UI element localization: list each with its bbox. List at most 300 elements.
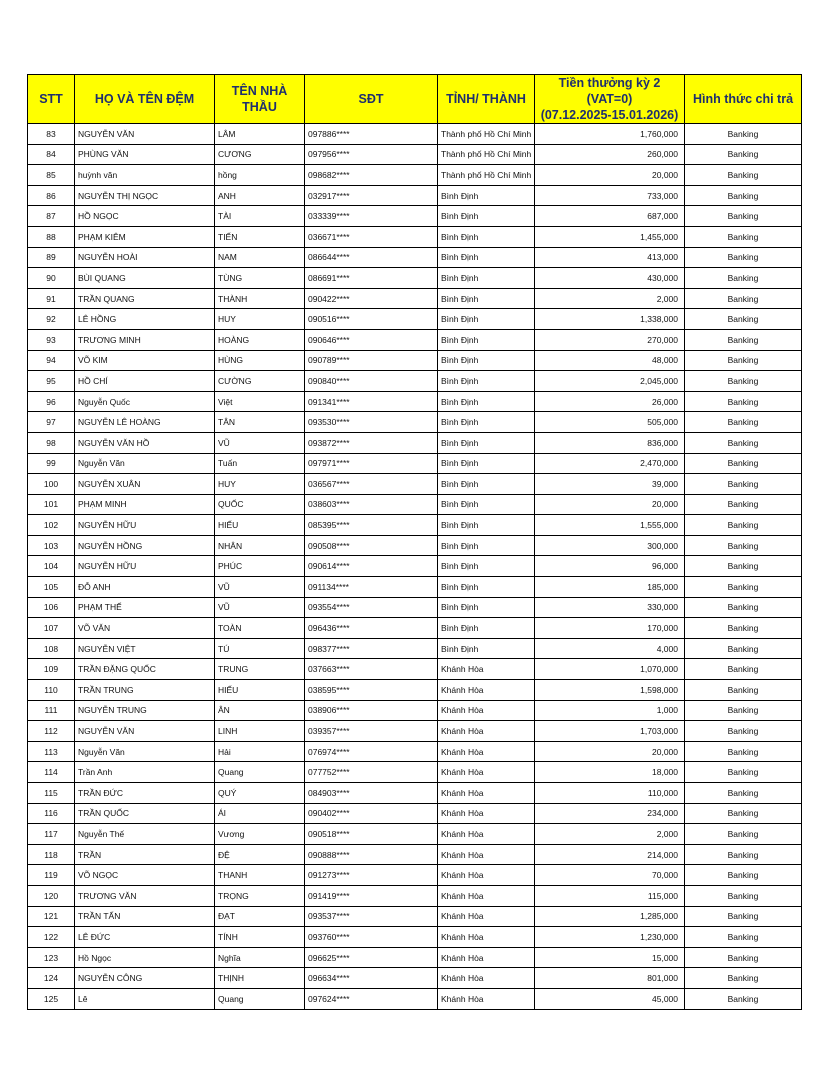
row-stt: 92 — [28, 309, 75, 330]
table-row — [28, 165, 802, 186]
row-contractor: ĐỆ — [215, 844, 305, 865]
row-amount: 96,000 — [535, 556, 685, 577]
row-contractor: QUÝ — [215, 783, 305, 804]
row-payment: Banking — [685, 350, 802, 371]
row-payment: Banking — [685, 432, 802, 453]
row-stt: 85 — [28, 165, 75, 186]
row-province: Bình Định — [438, 515, 535, 536]
row-contractor: HÙNG — [215, 350, 305, 371]
row-contractor: TÚ — [215, 638, 305, 659]
row-payment: Banking — [685, 144, 802, 165]
row-phone: 090888**** — [305, 844, 438, 865]
row-amount: 170,000 — [535, 618, 685, 639]
row-contractor: HOÀNG — [215, 329, 305, 350]
header-amount-line1: Tiền thưởng kỳ 2 (VAT=0) — [558, 76, 661, 106]
row-name: VÕ KIM — [75, 350, 215, 371]
row-name: NGUYỄN LÊ HOÀNG — [75, 412, 215, 433]
row-contractor: TÙNG — [215, 268, 305, 289]
row-phone: 097971**** — [305, 453, 438, 474]
row-contractor: TRỌNG — [215, 885, 305, 906]
row-payment: Banking — [685, 741, 802, 762]
row-payment: Banking — [685, 185, 802, 206]
row-phone: 096634**** — [305, 968, 438, 989]
row-stt: 111 — [28, 700, 75, 721]
row-payment: Banking — [685, 577, 802, 598]
row-stt: 90 — [28, 268, 75, 289]
table-row — [28, 988, 802, 1009]
row-contractor: Nghĩa — [215, 947, 305, 968]
row-amount: 1,455,000 — [535, 226, 685, 247]
row-name: NGUYỄN VIỆT — [75, 638, 215, 659]
header-name: HỌ VÀ TÊN ĐỆM — [75, 75, 215, 124]
row-stt: 100 — [28, 474, 75, 495]
row-amount: 1,070,000 — [535, 659, 685, 680]
header-stt: STT — [28, 75, 75, 124]
table-row — [28, 824, 802, 845]
row-phone: 038603**** — [305, 494, 438, 515]
row-name: PHẠM KIÊM — [75, 226, 215, 247]
row-contractor: Việt — [215, 391, 305, 412]
row-name: Trần Anh — [75, 762, 215, 783]
row-province: Khánh Hòa — [438, 803, 535, 824]
row-phone: 090422**** — [305, 288, 438, 309]
row-province: Bình Định — [438, 556, 535, 577]
row-contractor: ANH — [215, 185, 305, 206]
row-province: Khánh Hòa — [438, 968, 535, 989]
row-payment: Banking — [685, 309, 802, 330]
row-name: Nguyễn Quốc — [75, 391, 215, 412]
row-phone: 085395**** — [305, 515, 438, 536]
row-contractor: hồng — [215, 165, 305, 186]
row-amount: 115,000 — [535, 885, 685, 906]
row-name: VÕ NGỌC — [75, 865, 215, 886]
row-phone: 098682**** — [305, 165, 438, 186]
row-stt: 107 — [28, 618, 75, 639]
row-payment: Banking — [685, 247, 802, 268]
row-name: TRẦN ĐẶNG QUỐC — [75, 659, 215, 680]
row-stt: 86 — [28, 185, 75, 206]
row-name: HỒ NGỌC — [75, 206, 215, 227]
row-stt: 119 — [28, 865, 75, 886]
row-contractor: TIẾN — [215, 226, 305, 247]
row-province: Bình Định — [438, 432, 535, 453]
row-name: HỒ CHÍ — [75, 371, 215, 392]
row-name: PHẠM THẾ — [75, 597, 215, 618]
row-phone: 096625**** — [305, 947, 438, 968]
row-amount: 185,000 — [535, 577, 685, 598]
row-stt: 87 — [28, 206, 75, 227]
row-amount: 234,000 — [535, 803, 685, 824]
row-phone: 084903**** — [305, 783, 438, 804]
row-amount: 300,000 — [535, 535, 685, 556]
row-name: VÕ VĂN — [75, 618, 215, 639]
row-stt: 83 — [28, 124, 75, 145]
row-payment: Banking — [685, 700, 802, 721]
row-phone: 090614**** — [305, 556, 438, 577]
row-contractor: Quang — [215, 762, 305, 783]
row-province: Khánh Hòa — [438, 865, 535, 886]
row-province: Bình Định — [438, 597, 535, 618]
row-payment: Banking — [685, 865, 802, 886]
row-phone: 037663**** — [305, 659, 438, 680]
row-province: Khánh Hòa — [438, 906, 535, 927]
row-province: Bình Định — [438, 185, 535, 206]
row-name: TRẦN QUANG — [75, 288, 215, 309]
row-phone: 098377**** — [305, 638, 438, 659]
header-phone: SĐT — [305, 75, 438, 124]
table-row — [28, 185, 802, 206]
row-payment: Banking — [685, 556, 802, 577]
row-province: Khánh Hòa — [438, 885, 535, 906]
table-row — [28, 906, 802, 927]
table-row — [28, 947, 802, 968]
row-name: TRƯƠNG MINH — [75, 329, 215, 350]
row-phone: 076974**** — [305, 741, 438, 762]
row-contractor: HUY — [215, 474, 305, 495]
row-name: NGUYỄN HOÀI — [75, 247, 215, 268]
row-amount: 687,000 — [535, 206, 685, 227]
row-payment: Banking — [685, 844, 802, 865]
row-stt: 84 — [28, 144, 75, 165]
table-row — [28, 556, 802, 577]
row-amount: 2,045,000 — [535, 371, 685, 392]
row-payment: Banking — [685, 226, 802, 247]
row-payment: Banking — [685, 474, 802, 495]
table-row — [28, 597, 802, 618]
table-row — [28, 844, 802, 865]
row-payment: Banking — [685, 680, 802, 701]
row-name: NGUYỄN HỮU — [75, 556, 215, 577]
row-stt: 98 — [28, 432, 75, 453]
row-payment: Banking — [685, 288, 802, 309]
row-stt: 91 — [28, 288, 75, 309]
row-phone: 086644**** — [305, 247, 438, 268]
row-contractor: ÂN — [215, 700, 305, 721]
row-stt: 102 — [28, 515, 75, 536]
row-payment: Banking — [685, 638, 802, 659]
row-payment: Banking — [685, 783, 802, 804]
header-amount-line2: (07.12.2025-15.01.2026) — [540, 108, 679, 122]
table-row — [28, 329, 802, 350]
row-stt: 97 — [28, 412, 75, 433]
header-payment: Hình thức chi trả — [685, 75, 802, 124]
row-province: Bình Định — [438, 535, 535, 556]
row-province: Bình Định — [438, 268, 535, 289]
row-amount: 20,000 — [535, 165, 685, 186]
row-amount: 2,000 — [535, 288, 685, 309]
row-phone: 036567**** — [305, 474, 438, 495]
row-payment: Banking — [685, 124, 802, 145]
row-stt: 114 — [28, 762, 75, 783]
row-payment: Banking — [685, 947, 802, 968]
row-payment: Banking — [685, 165, 802, 186]
row-contractor: VŨ — [215, 597, 305, 618]
row-contractor: NAM — [215, 247, 305, 268]
row-contractor: LINH — [215, 721, 305, 742]
row-payment: Banking — [685, 885, 802, 906]
row-amount: 413,000 — [535, 247, 685, 268]
row-name: TRẦN QUỐC — [75, 803, 215, 824]
row-amount: 270,000 — [535, 329, 685, 350]
row-contractor: LÂM — [215, 124, 305, 145]
row-stt: 118 — [28, 844, 75, 865]
row-name: BÙI QUANG — [75, 268, 215, 289]
table-row — [28, 247, 802, 268]
row-name: TRƯƠNG VĂN — [75, 885, 215, 906]
reward-table — [27, 74, 802, 1010]
row-name: NGUYỄN THỊ NGỌC — [75, 185, 215, 206]
row-province: Thành phố Hồ Chí Minh — [438, 165, 535, 186]
row-province: Khánh Hòa — [438, 721, 535, 742]
table-row — [28, 535, 802, 556]
row-province: Bình Định — [438, 577, 535, 598]
row-phone: 033339**** — [305, 206, 438, 227]
row-stt: 94 — [28, 350, 75, 371]
row-stt: 112 — [28, 721, 75, 742]
row-payment: Banking — [685, 494, 802, 515]
row-name: NGUYỄN HỒNG — [75, 535, 215, 556]
row-province: Khánh Hòa — [438, 659, 535, 680]
row-payment: Banking — [685, 597, 802, 618]
row-phone: 090789**** — [305, 350, 438, 371]
row-name: NGUYỄN CÔNG — [75, 968, 215, 989]
row-contractor: VŨ — [215, 577, 305, 598]
row-contractor: TOÀN — [215, 618, 305, 639]
row-name: Nguyễn Văn — [75, 453, 215, 474]
table-body — [28, 124, 802, 1010]
table-row — [28, 803, 802, 824]
table-row — [28, 865, 802, 886]
row-amount: 1,703,000 — [535, 721, 685, 742]
table-row — [28, 721, 802, 742]
row-contractor: HIẾU — [215, 515, 305, 536]
row-amount: 39,000 — [535, 474, 685, 495]
table-row — [28, 453, 802, 474]
row-amount: 15,000 — [535, 947, 685, 968]
row-contractor: NHÂN — [215, 535, 305, 556]
row-name: TRẦN ĐỨC — [75, 783, 215, 804]
row-province: Bình Định — [438, 618, 535, 639]
row-stt: 113 — [28, 741, 75, 762]
row-amount: 836,000 — [535, 432, 685, 453]
row-province: Bình Định — [438, 247, 535, 268]
row-amount: 26,000 — [535, 391, 685, 412]
row-province: Bình Định — [438, 350, 535, 371]
row-name: LÊ HỒNG — [75, 309, 215, 330]
row-payment: Banking — [685, 391, 802, 412]
row-phone: 039357**** — [305, 721, 438, 742]
row-payment: Banking — [685, 803, 802, 824]
row-phone: 093530**** — [305, 412, 438, 433]
row-province: Khánh Hòa — [438, 844, 535, 865]
table-row — [28, 144, 802, 165]
row-contractor: Quang — [215, 988, 305, 1009]
row-phone: 090402**** — [305, 803, 438, 824]
row-name: Lê — [75, 988, 215, 1009]
header-amount — [535, 75, 685, 124]
table-header — [28, 75, 802, 124]
header-province: TỈNH/ THÀNH — [438, 75, 535, 124]
row-phone: 097624**** — [305, 988, 438, 1009]
row-province: Bình Định — [438, 412, 535, 433]
table-row — [28, 288, 802, 309]
row-payment: Banking — [685, 618, 802, 639]
row-phone: 090840**** — [305, 371, 438, 392]
row-province: Khánh Hòa — [438, 741, 535, 762]
row-contractor: TÀI — [215, 206, 305, 227]
row-amount: 20,000 — [535, 741, 685, 762]
row-amount: 1,338,000 — [535, 309, 685, 330]
row-contractor: ÁI — [215, 803, 305, 824]
row-payment: Banking — [685, 968, 802, 989]
row-stt: 116 — [28, 803, 75, 824]
table-row — [28, 762, 802, 783]
row-province: Khánh Hòa — [438, 927, 535, 948]
row-province: Bình Định — [438, 329, 535, 350]
row-contractor: CƯỜNG — [215, 371, 305, 392]
row-payment: Banking — [685, 659, 802, 680]
header-contractor: TÊN NHÀ THẦU — [215, 75, 305, 124]
row-amount: 45,000 — [535, 988, 685, 1009]
table-row — [28, 783, 802, 804]
row-stt: 106 — [28, 597, 75, 618]
row-contractor: TRUNG — [215, 659, 305, 680]
row-province: Khánh Hòa — [438, 988, 535, 1009]
row-stt: 121 — [28, 906, 75, 927]
table-row — [28, 577, 802, 598]
row-amount: 1,230,000 — [535, 927, 685, 948]
row-contractor: Vương — [215, 824, 305, 845]
row-stt: 99 — [28, 453, 75, 474]
row-name: NGUYỄN XUÂN — [75, 474, 215, 495]
reward-table-sheet — [27, 74, 802, 1010]
row-amount: 801,000 — [535, 968, 685, 989]
row-phone: 090646**** — [305, 329, 438, 350]
table-row — [28, 494, 802, 515]
row-phone: 091273**** — [305, 865, 438, 886]
row-payment: Banking — [685, 371, 802, 392]
row-amount: 18,000 — [535, 762, 685, 783]
table-row — [28, 124, 802, 145]
row-phone: 036671**** — [305, 226, 438, 247]
row-amount: 20,000 — [535, 494, 685, 515]
row-amount: 1,000 — [535, 700, 685, 721]
row-amount: 2,000 — [535, 824, 685, 845]
table-row — [28, 391, 802, 412]
row-contractor: CƯƠNG — [215, 144, 305, 165]
row-amount: 48,000 — [535, 350, 685, 371]
row-stt: 117 — [28, 824, 75, 845]
table-row — [28, 700, 802, 721]
row-province: Bình Định — [438, 474, 535, 495]
row-payment: Banking — [685, 535, 802, 556]
row-contractor: THÀNH — [215, 288, 305, 309]
row-province: Bình Định — [438, 206, 535, 227]
row-phone: 097956**** — [305, 144, 438, 165]
row-amount: 214,000 — [535, 844, 685, 865]
row-phone: 086691**** — [305, 268, 438, 289]
row-name: TRẦN TẤN — [75, 906, 215, 927]
row-payment: Banking — [685, 453, 802, 474]
row-amount: 110,000 — [535, 783, 685, 804]
row-province: Thành phố Hồ Chí Minh — [438, 144, 535, 165]
row-stt: 101 — [28, 494, 75, 515]
row-stt: 115 — [28, 783, 75, 804]
row-contractor: PHÚC — [215, 556, 305, 577]
row-contractor: TÍNH — [215, 927, 305, 948]
row-amount: 1,285,000 — [535, 906, 685, 927]
row-contractor: ĐẠT — [215, 906, 305, 927]
row-stt: 125 — [28, 988, 75, 1009]
row-name: TRẦN — [75, 844, 215, 865]
row-amount: 260,000 — [535, 144, 685, 165]
table-row — [28, 741, 802, 762]
row-amount: 733,000 — [535, 185, 685, 206]
row-contractor: VŨ — [215, 432, 305, 453]
row-contractor: HUY — [215, 309, 305, 330]
row-amount: 330,000 — [535, 597, 685, 618]
table-row — [28, 371, 802, 392]
row-amount: 70,000 — [535, 865, 685, 886]
row-contractor: THỊNH — [215, 968, 305, 989]
table-row — [28, 474, 802, 495]
row-name: Nguyễn Văn — [75, 741, 215, 762]
row-payment: Banking — [685, 762, 802, 783]
table-row — [28, 226, 802, 247]
table-row — [28, 206, 802, 227]
row-stt: 104 — [28, 556, 75, 577]
row-payment: Banking — [685, 721, 802, 742]
row-phone: 090518**** — [305, 824, 438, 845]
row-contractor: QUỐC — [215, 494, 305, 515]
row-province: Khánh Hòa — [438, 783, 535, 804]
row-amount: 1,555,000 — [535, 515, 685, 536]
row-amount: 430,000 — [535, 268, 685, 289]
row-province: Khánh Hòa — [438, 824, 535, 845]
row-contractor: HIẾU — [215, 680, 305, 701]
row-stt: 95 — [28, 371, 75, 392]
row-province: Bình Định — [438, 494, 535, 515]
row-province: Bình Định — [438, 453, 535, 474]
row-stt: 108 — [28, 638, 75, 659]
table-row — [28, 680, 802, 701]
row-province: Khánh Hòa — [438, 762, 535, 783]
row-province: Bình Định — [438, 226, 535, 247]
row-stt: 96 — [28, 391, 75, 412]
row-stt: 93 — [28, 329, 75, 350]
row-stt: 109 — [28, 659, 75, 680]
row-province: Bình Định — [438, 309, 535, 330]
table-row — [28, 432, 802, 453]
row-province: Thành phố Hồ Chí Minh — [438, 124, 535, 145]
row-phone: 096436**** — [305, 618, 438, 639]
row-province: Bình Định — [438, 371, 535, 392]
row-phone: 097886**** — [305, 124, 438, 145]
row-amount: 1,598,000 — [535, 680, 685, 701]
row-stt: 103 — [28, 535, 75, 556]
row-phone: 038906**** — [305, 700, 438, 721]
row-stt: 124 — [28, 968, 75, 989]
table-row — [28, 638, 802, 659]
table-row — [28, 515, 802, 536]
row-phone: 093760**** — [305, 927, 438, 948]
row-phone: 093554**** — [305, 597, 438, 618]
row-payment: Banking — [685, 206, 802, 227]
row-contractor: TÂN — [215, 412, 305, 433]
table-row — [28, 659, 802, 680]
header-row — [28, 75, 802, 124]
row-province: Bình Định — [438, 391, 535, 412]
